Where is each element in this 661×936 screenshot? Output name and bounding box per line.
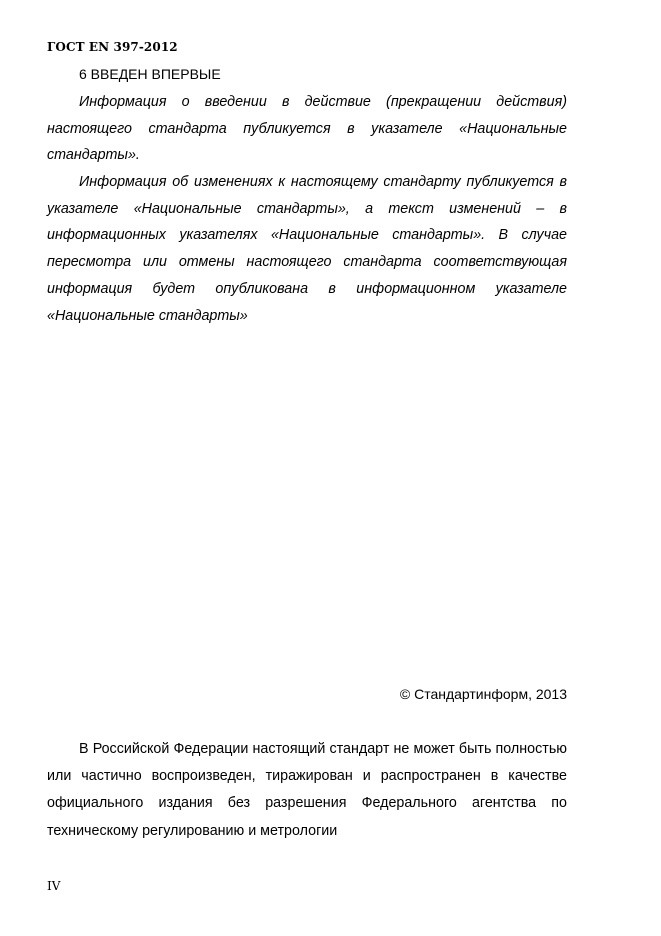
document-header: ГОСТ EN 397-2012 bbox=[47, 40, 178, 54]
reproduction-notice-paragraph: В Российской Федерации настоящий стандарт не может быть полностью или частично воспроизведен, тиражирован и распространен в качестве официального издания без разрешения Федерального агентства по техническому регулированию и метрологии bbox=[47, 741, 567, 839]
edition-note: 6 ВВЕДЕН ВПЕРВЫЕ bbox=[79, 66, 221, 82]
changes-info-paragraph: Информация об изменениях к настоящему стандарту публикуется в указателе «Национальные стандарты», а текст изменений – в информационных указателях «Национальные стандарты». В случае пересмотра или отмены настоящего стандарта соответствующая информация будет опубликована в информационном указателе «Национальные стандарты» bbox=[47, 174, 567, 324]
page-number: IV bbox=[47, 879, 61, 893]
enactment-info-paragraph: Информация о введении в действие (прекращении действия) настоящего стандарта публикуется в указателе «Национальные стандарты». bbox=[47, 94, 567, 164]
copyright-notice: © Стандартинформ, 2013 bbox=[399, 686, 567, 702]
